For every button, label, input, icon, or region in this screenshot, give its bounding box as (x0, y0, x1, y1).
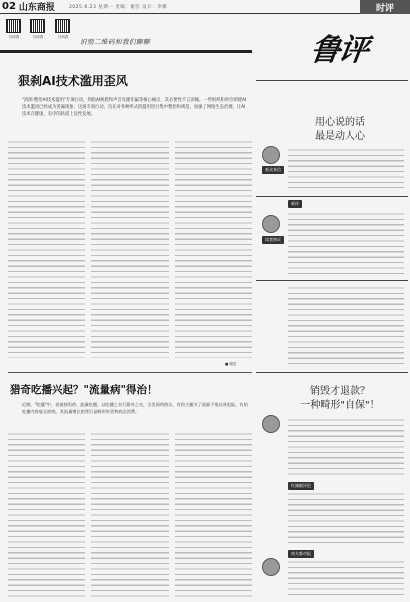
right-para-1 (288, 148, 404, 188)
right-para-4 (288, 418, 404, 476)
right-article1-title-line2: 最是动人心 (315, 131, 365, 142)
page-number: 02 (2, 1, 16, 12)
tag-3: 读者热议 (262, 236, 284, 244)
article2-col-2 (91, 432, 168, 597)
tag-2: 新评 (288, 200, 302, 208)
banner-slogan: 识别二维码和我们聊聊 (80, 38, 150, 46)
author-avatar-3 (262, 415, 280, 433)
right-rule-top (256, 80, 408, 81)
article1-col-3 (175, 140, 252, 358)
right-rule-2 (256, 280, 408, 281)
issue-meta: 2025.6.23 星期一 责编：谢臣 设计：李娜 (68, 4, 168, 10)
right-article1-title (296, 116, 384, 144)
author-avatar-4 (262, 558, 280, 576)
right-article2-title-line1: 销毁才退款？ (310, 386, 370, 397)
right-para-5 (288, 492, 404, 544)
article1-col-1 (8, 140, 85, 358)
tag-4: 红辣椒评论 (288, 482, 314, 490)
right-article2-title-line2: 一种畸形"自保"！ (300, 400, 380, 411)
tag-1: 观众来信 (262, 166, 284, 174)
right-para-3 (288, 286, 404, 366)
author-avatar-2 (262, 215, 280, 233)
right-para-6 (288, 560, 404, 598)
qr-label-3: 扫码看 (57, 35, 69, 39)
article2-body (8, 432, 252, 597)
qr-label-2: 扫码看 (32, 35, 44, 39)
author-avatar-1 (262, 146, 280, 164)
article-divider (8, 372, 252, 373)
right-rule-1 (256, 196, 408, 197)
newspaper-name: 山东商报 (18, 3, 55, 13)
article1-col-2 (91, 140, 168, 358)
article2-lead: 近期，"吃播"中，表演独角兽、流量吃播，以吃播之名行猎奇之实，引发网络热议。有的主播为了流量不惜以身犯险，有的吃播内容毫无底线，其流量增长的背后是畸形审美和病态消费。 (22, 402, 248, 414)
tag-5: 南方都市报 (288, 550, 314, 558)
right-para-2 (288, 212, 404, 276)
right-rule-3 (256, 372, 408, 373)
article1-lead: "清朗·整治AI技术滥用"专项行动，剑指AI换脸和声音克隆诈骗等核心痛点，其必要性不言而喻。一些组织和单位即使AI技术滥用已经成为普遍现象，这场专项行动，旨在对各种形式的滥用进行集中整治和规范，加强了网络生态治理，让AI技术在健康、有序的轨道上良性发展。 (22, 98, 247, 117)
article2-col-1 (8, 432, 85, 597)
qr-label-1: 扫码看 (8, 35, 20, 39)
qr-code-3[interactable] (55, 19, 70, 33)
page-header (0, 0, 410, 14)
article1-author: ■ 晓语 (225, 362, 237, 366)
section-label: 时评 (360, 0, 410, 14)
banner-rule (0, 50, 252, 53)
qr-code-2[interactable] (30, 19, 45, 33)
right-article1-title-line1: 用心说的话 (315, 117, 365, 128)
right-article2-title (296, 385, 384, 413)
qr-code-1[interactable] (6, 19, 21, 33)
article1-title: 狠刹AI技术滥用歪风 (18, 74, 128, 88)
article2-col-3 (175, 432, 252, 597)
article1-body (8, 140, 252, 358)
article2-title: 猎奇吃播兴起？"流量病"得治！ (10, 384, 158, 396)
masthead-title: 鲁评 (308, 33, 369, 68)
